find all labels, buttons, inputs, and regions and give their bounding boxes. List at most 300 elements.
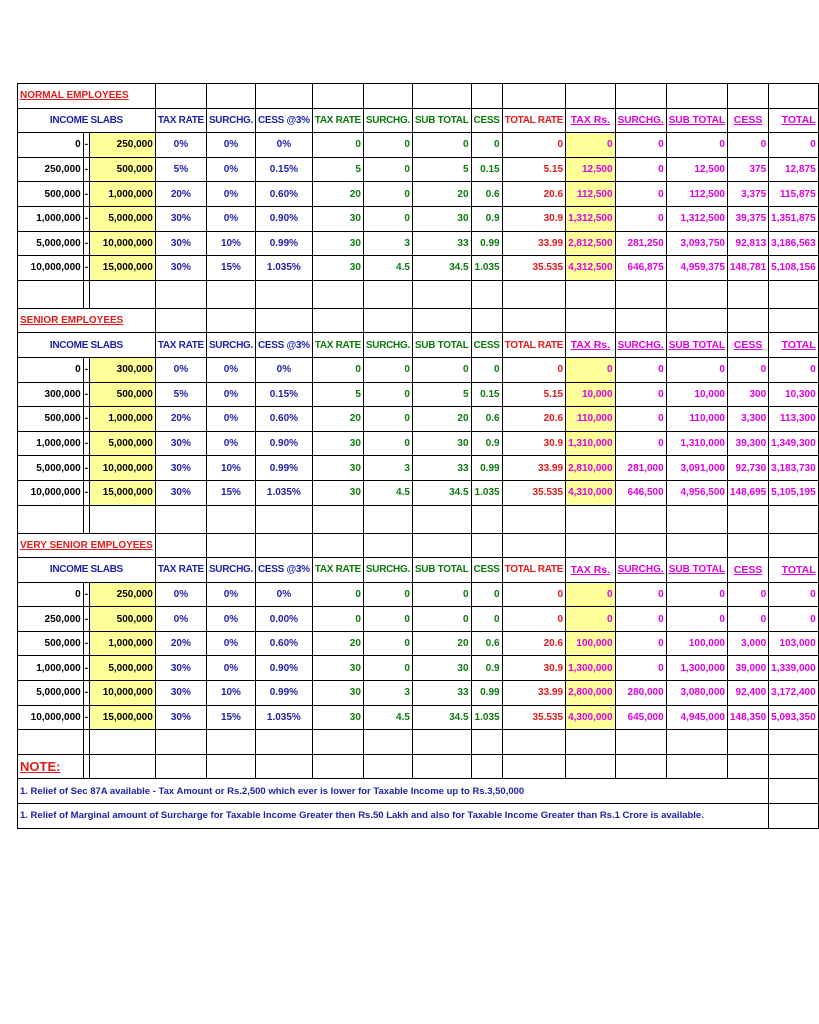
total-rs: 3,172,400 <box>769 681 819 706</box>
sub-total-rs: 3,093,750 <box>666 231 727 256</box>
slab-row <box>18 456 819 481</box>
cess-pts: 1.035 <box>471 256 502 281</box>
empty-cell <box>155 730 206 755</box>
sub-total-rs: 3,091,000 <box>666 456 727 481</box>
empty-cell <box>206 308 255 333</box>
header-cess-pct: CESS @3% <box>255 108 312 133</box>
slab-from: 10,000,000 <box>18 705 84 730</box>
empty-cell <box>566 84 616 109</box>
cess-pct: 0.99% <box>255 681 312 706</box>
header-cess-pts: CESS <box>471 108 502 133</box>
slab-dash: - <box>83 382 89 407</box>
sub-total-pts: 20 <box>412 631 471 656</box>
slab-dash: - <box>83 357 89 382</box>
sub-total-pts: 0 <box>412 357 471 382</box>
sub-total-rs: 1,310,000 <box>666 431 727 456</box>
header-cess-pct: CESS @3% <box>255 333 312 358</box>
cess-pts: 0.9 <box>471 656 502 681</box>
surchg-rs: 281,250 <box>615 231 666 256</box>
slab-row <box>18 681 819 706</box>
slab-dash: - <box>83 206 89 231</box>
header-sub-total-pts: SUB TOTAL <box>412 558 471 583</box>
slab-row <box>18 157 819 182</box>
empty-cell <box>155 308 206 333</box>
empty-cell <box>769 754 819 779</box>
empty-cell <box>255 505 312 533</box>
slab-to: 10,000,000 <box>90 456 156 481</box>
empty-cell <box>769 280 819 308</box>
empty-cell <box>412 280 471 308</box>
slab-from: 0 <box>18 357 84 382</box>
tax-rs: 4,310,000 <box>566 480 616 505</box>
surchg-pts: 0 <box>363 382 412 407</box>
total-rs: 1,339,000 <box>769 656 819 681</box>
tax-rate-pts: 0 <box>312 582 363 607</box>
cess-pts: 1.035 <box>471 480 502 505</box>
header-cess-rs: CESS <box>727 108 768 133</box>
tax-rs: 112,500 <box>566 182 616 207</box>
total-rate: 0 <box>502 133 565 158</box>
cess-rs: 92,400 <box>727 681 768 706</box>
empty-cell <box>615 730 666 755</box>
surchg-pct: 15% <box>206 256 255 281</box>
empty-cell <box>471 754 502 779</box>
tax-rate-pct: 0% <box>155 357 206 382</box>
surchg-rs: 0 <box>615 382 666 407</box>
surchg-rs: 0 <box>615 133 666 158</box>
slab-from: 0 <box>18 582 84 607</box>
surchg-rs: 0 <box>615 582 666 607</box>
empty-cell <box>363 308 412 333</box>
slab-to: 500,000 <box>90 157 156 182</box>
empty-cell <box>90 505 156 533</box>
total-rate: 30.9 <box>502 206 565 231</box>
total-rate: 35.535 <box>502 705 565 730</box>
cess-pts: 1.035 <box>471 705 502 730</box>
total-rs: 0 <box>769 607 819 632</box>
surchg-pts: 3 <box>363 231 412 256</box>
tax-rate-pct: 30% <box>155 656 206 681</box>
slab-from: 250,000 <box>18 157 84 182</box>
tax-rate-pct: 0% <box>155 133 206 158</box>
empty-cell <box>363 754 412 779</box>
sub-total-rs: 110,000 <box>666 407 727 432</box>
sub-total-rs: 0 <box>666 357 727 382</box>
tax-rate-pct: 30% <box>155 256 206 281</box>
sub-total-rs: 4,956,500 <box>666 480 727 505</box>
tax-rate-pts: 30 <box>312 705 363 730</box>
tax-rate-pct: 30% <box>155 206 206 231</box>
tax-rate-pts: 0 <box>312 357 363 382</box>
empty-cell <box>566 754 616 779</box>
sub-total-rs: 4,945,000 <box>666 705 727 730</box>
slab-row <box>18 407 819 432</box>
note-line-row <box>18 779 819 804</box>
header-surchg: SURCHG. <box>206 558 255 583</box>
empty-cell <box>412 730 471 755</box>
empty-cell <box>502 308 565 333</box>
surchg-pct: 0% <box>206 656 255 681</box>
cess-rs: 0 <box>727 357 768 382</box>
surchg-rs: 0 <box>615 407 666 432</box>
section-title: NORMAL EMPLOYEES <box>18 84 156 109</box>
header-tax-rs: TAX Rs. <box>566 108 616 133</box>
slab-to: 500,000 <box>90 382 156 407</box>
header-surchg-rs: SURCHG. <box>615 558 666 583</box>
header-sub-total-rs: SUB TOTAL <box>666 333 727 358</box>
slab-from: 10,000,000 <box>18 256 84 281</box>
total-rate: 5.15 <box>502 157 565 182</box>
slab-from: 5,000,000 <box>18 681 84 706</box>
total-rs: 3,186,563 <box>769 231 819 256</box>
header-tax-rate: TAX RATE <box>155 333 206 358</box>
section-title: SENIOR EMPLOYEES <box>18 308 156 333</box>
sub-total-pts: 20 <box>412 182 471 207</box>
slab-dash: - <box>83 157 89 182</box>
tax-rs: 0 <box>566 607 616 632</box>
slab-row <box>18 231 819 256</box>
empty-cell <box>255 754 312 779</box>
slab-to: 10,000,000 <box>90 681 156 706</box>
empty-cell <box>502 730 565 755</box>
header-cess-pct: CESS @3% <box>255 558 312 583</box>
empty-cell <box>615 533 666 558</box>
sub-total-pts: 33 <box>412 681 471 706</box>
cess-pts: 0 <box>471 582 502 607</box>
header-tax-rate: TAX RATE <box>155 558 206 583</box>
empty-cell <box>566 280 616 308</box>
header-sub-total-rs: SUB TOTAL <box>666 108 727 133</box>
empty-cell <box>666 308 727 333</box>
empty-cell <box>727 754 768 779</box>
empty-cell <box>666 533 727 558</box>
header-tax-rs: TAX Rs. <box>566 558 616 583</box>
sub-total-pts: 0 <box>412 607 471 632</box>
empty-cell <box>312 280 363 308</box>
sub-total-pts: 30 <box>412 431 471 456</box>
slab-row <box>18 656 819 681</box>
slab-row <box>18 582 819 607</box>
cess-pct: 0.90% <box>255 656 312 681</box>
slab-to: 15,000,000 <box>90 256 156 281</box>
tax-rate-pts: 20 <box>312 631 363 656</box>
empty-cell <box>363 505 412 533</box>
empty-cell <box>769 84 819 109</box>
surchg-rs: 280,000 <box>615 681 666 706</box>
empty-cell <box>566 505 616 533</box>
total-rate: 35.535 <box>502 480 565 505</box>
surchg-pct: 0% <box>206 382 255 407</box>
tax-rate-pct: 20% <box>155 407 206 432</box>
empty-cell <box>615 505 666 533</box>
tax-rate-pct: 20% <box>155 182 206 207</box>
header-total-rate: TOTAL RATE <box>502 108 565 133</box>
tax-rs: 0 <box>566 582 616 607</box>
slab-dash: - <box>83 480 89 505</box>
column-header-row <box>18 558 819 583</box>
empty-cell <box>727 533 768 558</box>
empty-cell <box>155 533 206 558</box>
empty-cell <box>502 280 565 308</box>
surchg-rs: 645,000 <box>615 705 666 730</box>
header-cess-pts: CESS <box>471 333 502 358</box>
empty-cell <box>666 84 727 109</box>
slab-dash: - <box>83 656 89 681</box>
empty-cell <box>727 505 768 533</box>
header-total-rs: TOTAL <box>769 108 819 133</box>
empty-cell <box>90 730 156 755</box>
cess-pts: 0.6 <box>471 182 502 207</box>
sub-total-rs: 1,312,500 <box>666 206 727 231</box>
empty-cell <box>155 84 206 109</box>
total-rs: 0 <box>769 582 819 607</box>
tax-rate-pts: 30 <box>312 231 363 256</box>
slab-dash: - <box>83 582 89 607</box>
tax-rs: 110,000 <box>566 407 616 432</box>
surchg-pct: 0% <box>206 182 255 207</box>
tax-rate-pts: 30 <box>312 431 363 456</box>
empty-cell <box>412 533 471 558</box>
total-rate: 33.99 <box>502 231 565 256</box>
surchg-rs: 0 <box>615 656 666 681</box>
cess-rs: 39,300 <box>727 431 768 456</box>
slab-dash: - <box>83 607 89 632</box>
tax-rate-pts: 0 <box>312 133 363 158</box>
empty-cell <box>471 533 502 558</box>
sub-total-rs: 1,300,000 <box>666 656 727 681</box>
slab-from: 5,000,000 <box>18 231 84 256</box>
surchg-rs: 646,500 <box>615 480 666 505</box>
sub-total-pts: 5 <box>412 382 471 407</box>
header-tax-rate-pts: TAX RATE <box>312 558 363 583</box>
surchg-pts: 0 <box>363 157 412 182</box>
tax-rs: 12,500 <box>566 157 616 182</box>
sub-total-rs: 3,080,000 <box>666 681 727 706</box>
surchg-pts: 0 <box>363 631 412 656</box>
empty-cell <box>666 754 727 779</box>
empty-cell <box>206 280 255 308</box>
header-total-rate: TOTAL RATE <box>502 558 565 583</box>
tax-rate-pts: 5 <box>312 157 363 182</box>
slab-dash: - <box>83 407 89 432</box>
total-rate: 20.6 <box>502 631 565 656</box>
empty-cell <box>312 505 363 533</box>
slab-to: 250,000 <box>90 133 156 158</box>
slab-row <box>18 256 819 281</box>
header-sub-total-rs: SUB TOTAL <box>666 558 727 583</box>
sub-total-rs: 112,500 <box>666 182 727 207</box>
total-rate: 30.9 <box>502 431 565 456</box>
note-line: 1. Relief of Sec 87A available - Tax Amount or Rs.2,500 which ever is lower for Taxable Income up to Rs.3,50,000 <box>18 779 769 804</box>
header-surchg: SURCHG. <box>206 333 255 358</box>
slab-row <box>18 480 819 505</box>
header-cess-rs: CESS <box>727 558 768 583</box>
empty-cell <box>363 730 412 755</box>
sub-total-rs: 0 <box>666 607 727 632</box>
cess-rs: 92,813 <box>727 231 768 256</box>
total-rs: 0 <box>769 357 819 382</box>
cess-rs: 92,730 <box>727 456 768 481</box>
header-surchg-pts: SURCHG. <box>363 108 412 133</box>
surchg-rs: 0 <box>615 206 666 231</box>
surchg-pts: 0 <box>363 582 412 607</box>
tax-rate-pts: 30 <box>312 456 363 481</box>
slab-dash: - <box>83 231 89 256</box>
empty-cell <box>206 533 255 558</box>
slab-from: 500,000 <box>18 182 84 207</box>
cess-pts: 0.99 <box>471 456 502 481</box>
surchg-pct: 0% <box>206 206 255 231</box>
empty-cell <box>615 754 666 779</box>
section-title-row <box>18 533 819 558</box>
sub-total-pts: 33 <box>412 231 471 256</box>
slab-to: 1,000,000 <box>90 407 156 432</box>
cess-rs: 148,350 <box>727 705 768 730</box>
cess-rs: 3,000 <box>727 631 768 656</box>
surchg-pct: 0% <box>206 133 255 158</box>
surchg-pts: 0 <box>363 133 412 158</box>
header-surchg-pts: SURCHG. <box>363 558 412 583</box>
sub-total-pts: 0 <box>412 582 471 607</box>
cess-pct: 0.60% <box>255 631 312 656</box>
slab-row <box>18 607 819 632</box>
slab-dash: - <box>83 133 89 158</box>
header-surchg: SURCHG. <box>206 108 255 133</box>
slab-dash: - <box>83 182 89 207</box>
empty-cell <box>18 280 84 308</box>
empty-cell <box>312 730 363 755</box>
surchg-pct: 10% <box>206 231 255 256</box>
empty-cell <box>727 730 768 755</box>
cess-pts: 0 <box>471 357 502 382</box>
slab-row <box>18 705 819 730</box>
note-title: NOTE: <box>18 754 84 779</box>
cess-pct: 0.15% <box>255 382 312 407</box>
empty-cell <box>566 533 616 558</box>
cess-pct: 0.00% <box>255 607 312 632</box>
surchg-pts: 0 <box>363 431 412 456</box>
cess-pct: 0.60% <box>255 407 312 432</box>
empty-cell <box>255 730 312 755</box>
sub-total-rs: 4,959,375 <box>666 256 727 281</box>
empty-cell <box>363 84 412 109</box>
tax-slab-sheet <box>17 83 819 829</box>
empty-cell <box>471 308 502 333</box>
empty-cell <box>255 280 312 308</box>
empty-cell <box>666 505 727 533</box>
tax-rs: 100,000 <box>566 631 616 656</box>
column-header-row <box>18 108 819 133</box>
total-rate: 35.535 <box>502 256 565 281</box>
empty-cell <box>206 730 255 755</box>
slab-dash: - <box>83 681 89 706</box>
slab-from: 1,000,000 <box>18 206 84 231</box>
cess-rs: 148,781 <box>727 256 768 281</box>
cess-pct: 1.035% <box>255 480 312 505</box>
tax-rs: 10,000 <box>566 382 616 407</box>
surchg-pts: 0 <box>363 206 412 231</box>
slab-to: 250,000 <box>90 582 156 607</box>
slab-row <box>18 631 819 656</box>
section-title: VERY SENIOR EMPLOYEES <box>18 533 156 558</box>
surchg-rs: 281,000 <box>615 456 666 481</box>
cess-pts: 0.99 <box>471 681 502 706</box>
empty-cell <box>566 308 616 333</box>
surchg-pct: 15% <box>206 480 255 505</box>
cess-pts: 0.99 <box>471 231 502 256</box>
surchg-pts: 4.5 <box>363 705 412 730</box>
column-header-row <box>18 333 819 358</box>
tax-rs: 2,810,000 <box>566 456 616 481</box>
header-income-slabs: INCOME SLABS <box>18 333 156 358</box>
cess-pts: 0 <box>471 133 502 158</box>
sub-total-pts: 30 <box>412 206 471 231</box>
surchg-pts: 3 <box>363 681 412 706</box>
cess-rs: 39,000 <box>727 656 768 681</box>
tax-rate-pts: 30 <box>312 206 363 231</box>
total-rs: 0 <box>769 133 819 158</box>
cess-pct: 0.90% <box>255 431 312 456</box>
empty-cell <box>363 533 412 558</box>
empty-cell <box>666 280 727 308</box>
surchg-pct: 15% <box>206 705 255 730</box>
slab-from: 5,000,000 <box>18 456 84 481</box>
slab-from: 500,000 <box>18 407 84 432</box>
empty-cell <box>312 754 363 779</box>
surchg-pts: 0 <box>363 407 412 432</box>
sub-total-rs: 12,500 <box>666 157 727 182</box>
cess-pct: 1.035% <box>255 705 312 730</box>
total-rate: 33.99 <box>502 456 565 481</box>
empty-cell <box>471 280 502 308</box>
surchg-pts: 4.5 <box>363 256 412 281</box>
slab-from: 300,000 <box>18 382 84 407</box>
total-rs: 115,875 <box>769 182 819 207</box>
empty-cell <box>312 84 363 109</box>
cess-pct: 0.60% <box>255 182 312 207</box>
tax-rate-pts: 0 <box>312 607 363 632</box>
total-rs: 5,093,350 <box>769 705 819 730</box>
empty-cell <box>363 280 412 308</box>
cess-rs: 0 <box>727 133 768 158</box>
header-cess-rs: CESS <box>727 333 768 358</box>
cess-pts: 0.6 <box>471 631 502 656</box>
slab-to: 300,000 <box>90 357 156 382</box>
tax-rate-pts: 20 <box>312 182 363 207</box>
total-rate: 20.6 <box>502 182 565 207</box>
surchg-pts: 3 <box>363 456 412 481</box>
tax-rs: 1,300,000 <box>566 656 616 681</box>
empty-row <box>18 505 819 533</box>
tax-rs: 1,310,000 <box>566 431 616 456</box>
tax-rs: 1,312,500 <box>566 206 616 231</box>
slab-dash: - <box>83 456 89 481</box>
slab-to: 10,000,000 <box>90 231 156 256</box>
surchg-pct: 0% <box>206 357 255 382</box>
cess-rs: 3,300 <box>727 407 768 432</box>
slab-dash: - <box>83 705 89 730</box>
empty-cell <box>412 308 471 333</box>
header-surchg-rs: SURCHG. <box>615 108 666 133</box>
empty-cell <box>471 730 502 755</box>
cess-rs: 0 <box>727 607 768 632</box>
empty-cell <box>412 84 471 109</box>
header-cess-pts: CESS <box>471 558 502 583</box>
header-total-rate: TOTAL RATE <box>502 333 565 358</box>
surchg-pct: 0% <box>206 431 255 456</box>
cess-pct: 0.99% <box>255 231 312 256</box>
tax-rate-pct: 0% <box>155 607 206 632</box>
